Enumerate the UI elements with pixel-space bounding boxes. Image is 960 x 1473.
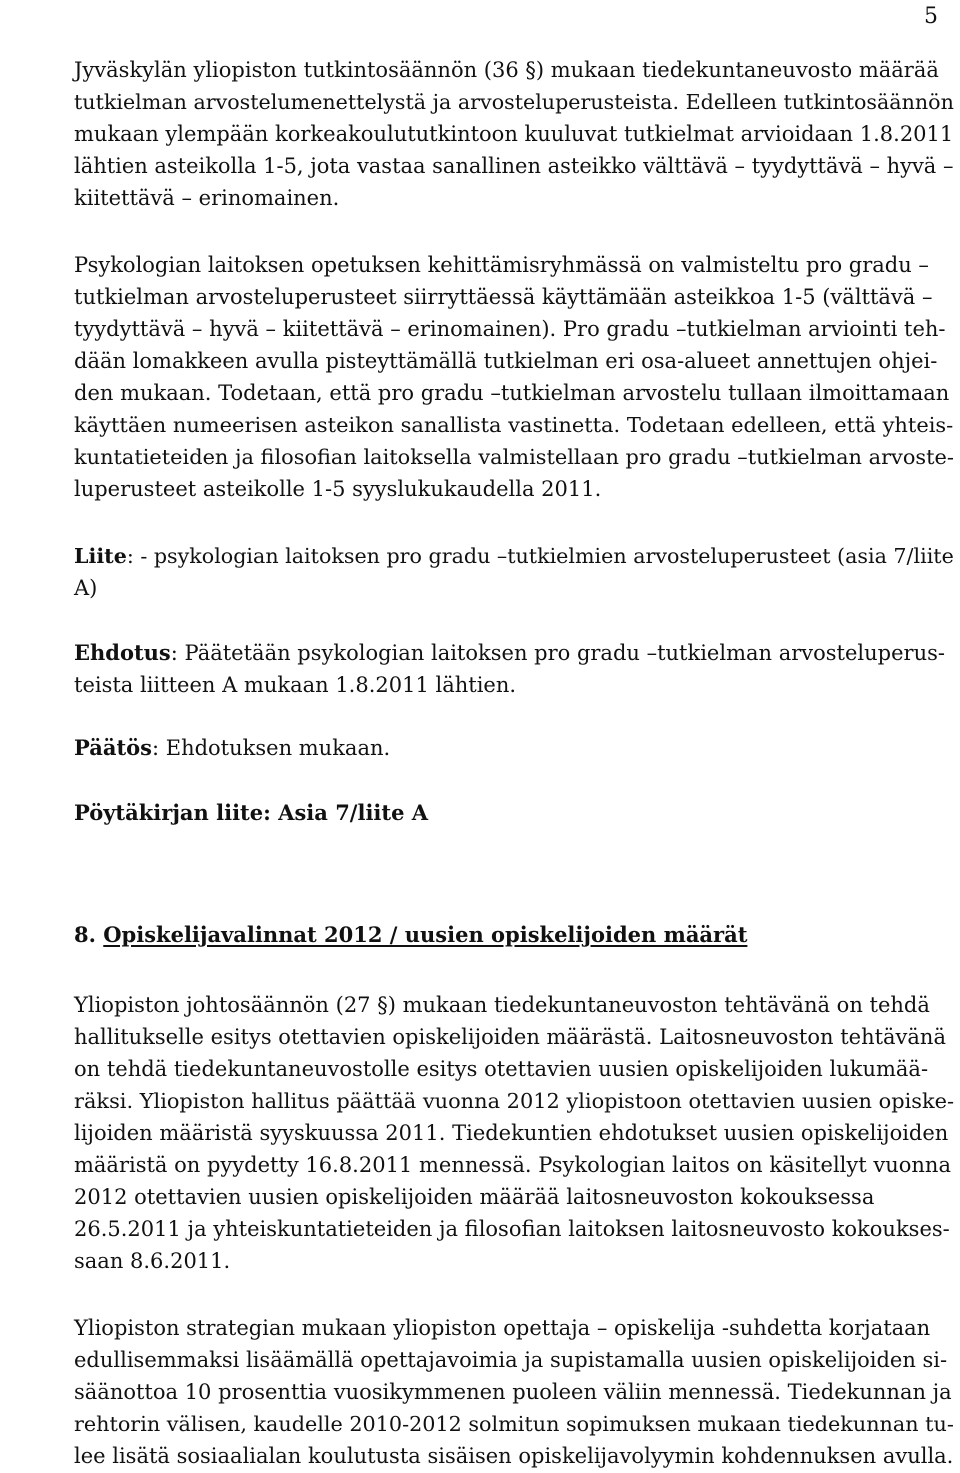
paragraph-2-line: käyttäen numeerisen asteikon sanallista vastinetta. Todetaan edelleen, että yhteis-: [74, 413, 954, 437]
paatos-section: [74, 732, 954, 764]
section-heading: [74, 918, 954, 952]
liite-line: [74, 540, 954, 572]
page-number: 5: [924, 4, 938, 29]
paragraph-3-line: hallitukselle esitys otettavien opiskelijoiden määrästä. Laitosneuvoston tehtävänä: [74, 1025, 946, 1049]
paragraph-2: [74, 249, 954, 505]
paragraph-2-line: dään lomakkeen avulla pisteyttämällä tutkielman eri osa-alueet annettujen ohjei-: [74, 349, 938, 373]
poytakirjan-liite: Pöytäkirjan liite: Asia 7/liite A: [74, 800, 429, 825]
paragraph-4-line: rehtorin välisen, kaudelle 2010-2012 solmitun sopimuksen mukaan tiedekunnan tu-: [74, 1412, 954, 1436]
paragraph-2-line: tutkielman arvosteluperusteet siirryttäessä käyttämään asteikkoa 1-5 (välttävä –: [74, 285, 933, 309]
ehdotus-label: Ehdotus: [74, 640, 171, 665]
ehdotus-text: : Päätetään psykologian laitoksen pro gradu –tutkielman arvosteluperus-: [170, 641, 945, 665]
paragraph-3-line: 2012 otettavien uusien opiskelijoiden määrää laitosneuvoston kokouksessa: [74, 1185, 875, 1209]
section-title: Opiskelijavalinnat 2012 / uusien opiskelijoiden määrät: [103, 922, 748, 947]
liite-label: Liite: [74, 544, 127, 568]
paragraph-4-line: säänottoa 10 prosenttia vuosikymmenen puoleen väliin mennessä. Tiedekunnan ja: [74, 1380, 952, 1404]
paragraph-3-line: on tehdä tiedekuntaneuvostolle esitys otettavien uusien opiskelijoiden lukumää-: [74, 1057, 929, 1081]
section-number: 8.: [74, 922, 96, 947]
section-8-heading: [74, 918, 954, 952]
paragraph-3-line: määristä on pyydetty 16.8.2011 mennessä. Psykologian laitos on käsitellyt vuonna: [74, 1153, 951, 1177]
paatos-line: [74, 732, 954, 764]
paragraph-2-line: kuntatieteiden ja filosofian laitoksella valmistellaan pro gradu –tutkielman arvoste-: [74, 445, 954, 469]
paragraph-4: [74, 1312, 954, 1472]
paragraph-2-line: den mukaan. Todetaan, että pro gradu –tutkielman arvostelu tullaan ilmoittamaan: [74, 381, 950, 405]
paragraph-3-line: Yliopiston johtosäännön (27 §) mukaan tiedekuntaneuvoston tehtävänä on tehdä: [74, 993, 930, 1017]
paragraph-3-line: lijoiden määristä syyskuussa 2011. Tiedekuntien ehdotukset uusien opiskelijoiden: [74, 1121, 949, 1145]
paragraph-2-line: Psykologian laitoksen opetuksen kehittämisryhmässä on valmisteltu pro gradu –: [74, 253, 929, 277]
liite-line: A): [74, 576, 98, 600]
paragraph-2-line: luperusteet asteikolle 1-5 syyslukukaudella 2011.: [74, 477, 602, 501]
ehdotus-line: [74, 637, 954, 669]
paragraph-1-line: tutkielman arvostelumenettelystä ja arvosteluperusteista. Edelleen tutkintosäännön: [74, 90, 954, 114]
paragraph-4-line: edullisemmaksi lisäämällä opettajavoimia ja supistamalla uusien opiskelijoiden si-: [74, 1348, 948, 1372]
liite-section: [74, 540, 954, 604]
paragraph-4-line: lee lisätä sosiaalialan koulutusta sisäisen opiskelijavolyymin kohdennuksen avulla.: [74, 1444, 954, 1468]
paragraph-1-line: Jyväskylän yliopiston tutkintosäännön (36 §) mukaan tiedekuntaneuvosto määrää: [74, 58, 939, 82]
paragraph-2-line: tyydyttävä – hyvä – kiitettävä – erinomainen). Pro gradu –tutkielman arviointi teh-: [74, 317, 946, 341]
paragraph-1: [74, 54, 954, 214]
paragraph-1-line: mukaan ylempään korkeakoulututkintoon kuuluvat tutkielmat arvioidaan 1.8.2011: [74, 122, 954, 146]
poytakirjan-liite-section: [74, 797, 954, 829]
paragraph-3-line: räksi. Yliopiston hallitus päättää vuonna 2012 yliopistoon otettavien uusien opiske-: [74, 1089, 955, 1113]
paragraph-3: [74, 989, 954, 1277]
paatos-text: : Ehdotuksen mukaan.: [151, 736, 391, 760]
paragraph-3-line: 26.5.2011 ja yhteiskuntatieteiden ja filosofian laitoksen laitosneuvosto kokoukses-: [74, 1217, 950, 1241]
liite-text: : - psykologian laitoksen pro gradu –tutkielmien arvosteluperusteet (asia 7/liite: [126, 544, 954, 568]
ehdotus-line: teista liitteen A mukaan 1.8.2011 lähtien.: [74, 673, 517, 697]
paatos-label: Päätös: [74, 735, 152, 760]
paragraph-3-line: saan 8.6.2011.: [74, 1249, 231, 1273]
paragraph-1-line: lähtien asteikolla 1-5, jota vastaa sanallinen asteikko välttävä – tyydyttävä – hyvä –: [74, 154, 954, 178]
paragraph-1-line: kiitettävä – erinomainen.: [74, 186, 340, 210]
ehdotus-section: [74, 637, 954, 701]
paragraph-4-line: Yliopiston strategian mukaan yliopiston opettaja – opiskelija -suhdetta korjataan: [74, 1316, 931, 1340]
